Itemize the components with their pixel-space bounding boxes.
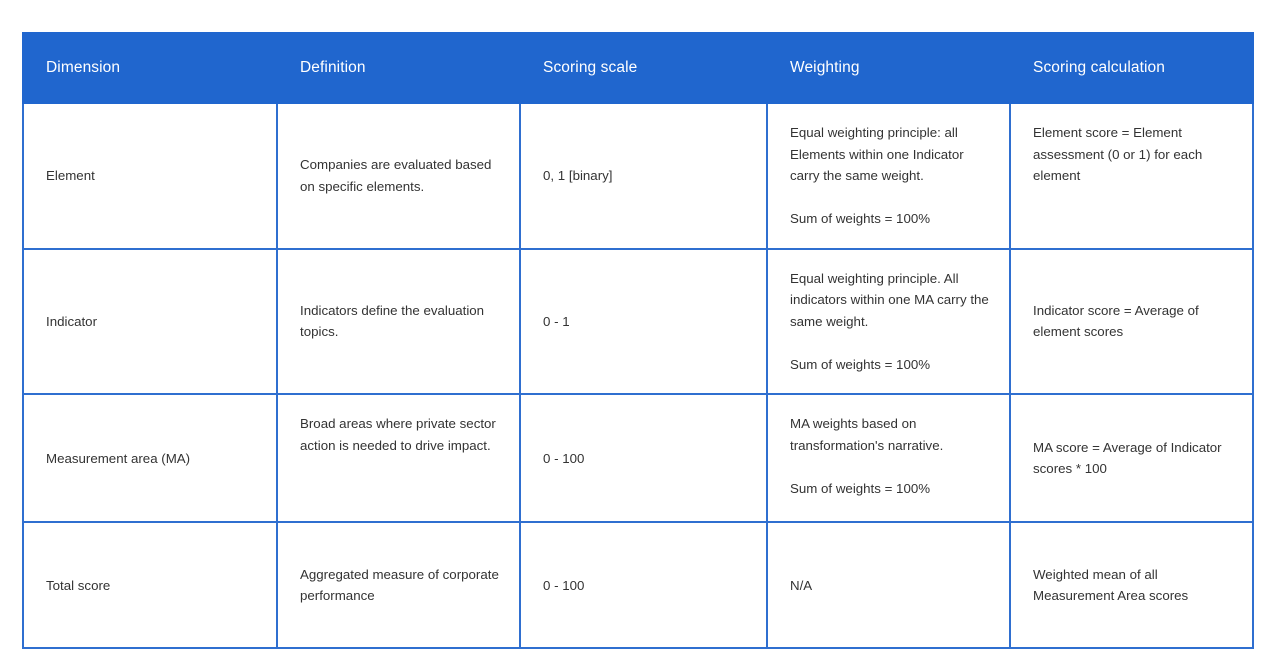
cell-dimension: Total score: [23, 522, 277, 648]
weighting-principle-text: Equal weighting principle: all Elements within one Indicator carry the same weight.: [790, 125, 964, 184]
table-header-row: [23, 33, 1253, 103]
weighting-sum-note: Sum of weights = 100%: [790, 211, 931, 227]
cell-scoring-scale: 0 - 100: [520, 522, 767, 648]
cell-weighting: [767, 103, 1010, 249]
column-header-dimension: Dimension: [23, 33, 277, 103]
cell-weighting: [767, 522, 1010, 648]
cell-dimension: Measurement area (MA): [23, 394, 277, 522]
cell-scoring-calculation: Element score = Element assessment (0 or 1) for each element: [1010, 103, 1253, 249]
cell-definition: Aggregated measure of corporate performance: [277, 522, 520, 648]
cell-scoring-calculation: Weighted mean of all Measurement Area scores: [1010, 522, 1253, 648]
cell-dimension: Indicator: [23, 249, 277, 395]
cell-weighting: [767, 249, 1010, 395]
cell-definition: Broad areas where private sector action is needed to drive impact.: [277, 394, 520, 522]
weighting-principle-text: Equal weighting principle. All indicators within one MA carry the same weight.: [790, 270, 989, 329]
table-body: [23, 103, 1253, 648]
scoring-methodology-table: [22, 32, 1254, 649]
table-row: [23, 394, 1253, 522]
table-row: [23, 522, 1253, 648]
cell-scoring-calculation: Indicator score = Average of element scores: [1010, 249, 1253, 395]
cell-weighting: [767, 394, 1010, 522]
table-header: [23, 33, 1253, 103]
table-row: [23, 249, 1253, 395]
cell-definition: Companies are evaluated based on specific elements.: [277, 103, 520, 249]
weighting-sum-note: Sum of weights = 100%: [790, 480, 931, 496]
column-header-weighting: Weighting: [767, 33, 1010, 103]
table-row: [23, 103, 1253, 249]
weighting-sum-note: Sum of weights = 100%: [790, 356, 931, 372]
table-container: [22, 32, 1252, 649]
cell-dimension: Element: [23, 103, 277, 249]
weighting-principle-text: MA weights based on transformation's narrative.: [790, 416, 944, 453]
cell-scoring-scale: 0 - 100: [520, 394, 767, 522]
column-header-scoring-calculation: Scoring calculation: [1010, 33, 1253, 103]
column-header-definition: Definition: [277, 33, 520, 103]
cell-scoring-calculation: MA score = Average of Indicator scores * 100: [1010, 394, 1253, 522]
cell-scoring-scale: 0 - 1: [520, 249, 767, 395]
cell-scoring-scale: 0, 1 [binary]: [520, 103, 767, 249]
cell-definition: Indicators define the evaluation topics.: [277, 249, 520, 395]
weighting-principle-text: N/A: [790, 577, 813, 593]
column-header-scoring-scale: Scoring scale: [520, 33, 767, 103]
